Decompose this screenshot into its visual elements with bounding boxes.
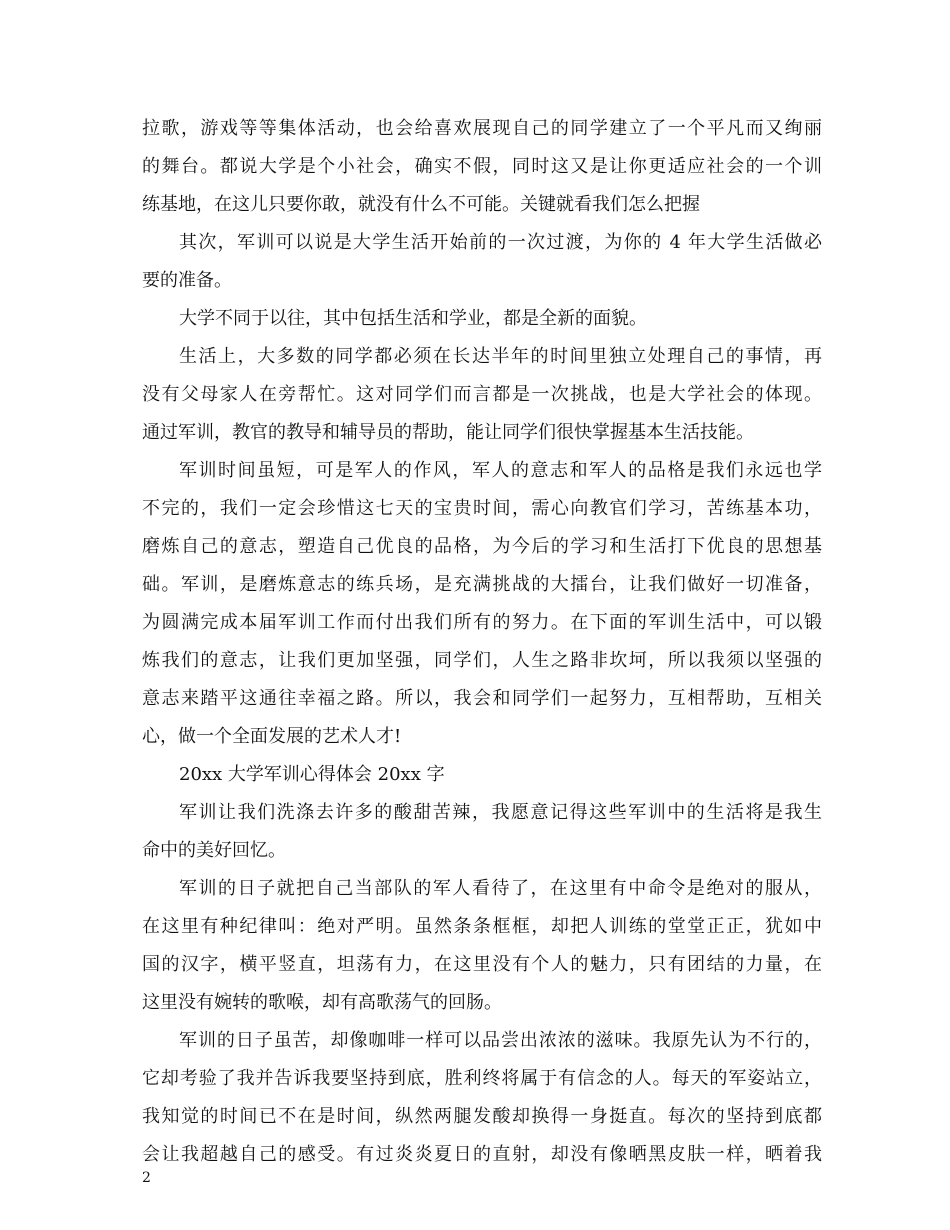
text-line: 会让我超越自己的感受。有过炎炎夏日的直射，却没有像晒黑皮肤一样，晒着我 bbox=[142, 1144, 822, 1165]
text-line: 磨炼自己的意志，塑造自己优良的品格，为今后的学习和生活打下优良的思想基 bbox=[142, 536, 822, 557]
text-line: 的舞台。都说大学是个小社会，确实不假，同时这又是让你更适应社会的一个训 bbox=[142, 156, 822, 177]
text-line: 没有父母家人在旁帮忙。这对同学们而言都是一次挑战，也是大学社会的体现。 bbox=[142, 384, 822, 405]
page-number: 2 bbox=[142, 1170, 151, 1186]
text-line: 其次，军训可以说是大学生活开始前的一次过渡，为你的 4 年大学生活做必 bbox=[179, 232, 822, 253]
text-line: 意志来踏平这通往幸福之路。所以，我会和同学们一起努力，互相帮助，互相关 bbox=[142, 688, 822, 709]
text-line: 拉歌，游戏等等集体活动，也会给喜欢展现自己的同学建立了一个平凡而又绚丽 bbox=[142, 118, 822, 139]
text-line: 我知觉的时间已不在是时间，纵然两腿发酸却换得一身挺直。每次的坚持到底都 bbox=[142, 1106, 822, 1127]
text-line: 它却考验了我并告诉我要坚持到底，胜利终将属于有信念的人。每天的军姿站立， bbox=[142, 1068, 822, 1089]
text-line: 大学不同于以往，其中包括生活和学业，都是全新的面貌。 bbox=[179, 308, 647, 329]
text-line: 为圆满完成本届军训工作而付出我们所有的努力。在下面的军训生活中，可以锻 bbox=[142, 612, 822, 633]
section-heading: 20xx 大学军训心得体会 20xx 字 bbox=[179, 764, 445, 785]
text-line: 不完的，我们一定会珍惜这七天的宝贵时间，需心向教官们学习，苦练基本功， bbox=[142, 498, 822, 519]
text-line: 军训的日子虽苦，却像咖啡一样可以品尝出浓浓的滋味。我原先认为不行的， bbox=[179, 1030, 822, 1051]
text-line: 通过军训，教官的教导和辅导员的帮助，能让同学们很快掌握基本生活技能。 bbox=[142, 422, 754, 443]
text-line: 要的准备。 bbox=[142, 270, 232, 291]
text-line: 础。军训，是磨炼意志的练兵场，是充满挑战的大擂台，让我们做好一切准备， bbox=[142, 574, 822, 595]
text-line: 在这里有种纪律叫：绝对严明。虽然条条框框，却把人训练的堂堂正正，犹如中 bbox=[142, 916, 822, 937]
text-line: 军训让我们洗涤去许多的酸甜苦辣，我愿意记得这些军训中的生活将是我生 bbox=[179, 802, 822, 823]
text-line: 命中的美好回忆。 bbox=[142, 840, 286, 861]
text-line: 练基地，在这儿只要你敢，就没有什么不可能。关键就看我们怎么把握 bbox=[142, 194, 700, 215]
text-line: 这里没有婉转的歌喉，却有高歌荡气的回肠。 bbox=[142, 992, 502, 1013]
text-line: 军训时间虽短，可是军人的作风，军人的意志和军人的品格是我们永远也学 bbox=[179, 460, 822, 481]
text-line: 生活上，大多数的同学都必须在长达半年的时间里独立处理自己的事情，再 bbox=[179, 346, 822, 367]
text-line: 国的汉字，横平竖直，坦荡有力，在这里没有个人的魅力，只有团结的力量，在 bbox=[142, 954, 822, 975]
text-line: 心，做一个全面发展的艺术人才! bbox=[142, 726, 402, 747]
text-line: 炼我们的意志，让我们更加坚强，同学们，人生之路非坎坷，所以我须以坚强的 bbox=[142, 650, 822, 671]
text-line: 军训的日子就把自己当部队的军人看待了，在这里有中命令是绝对的服从， bbox=[179, 878, 822, 899]
